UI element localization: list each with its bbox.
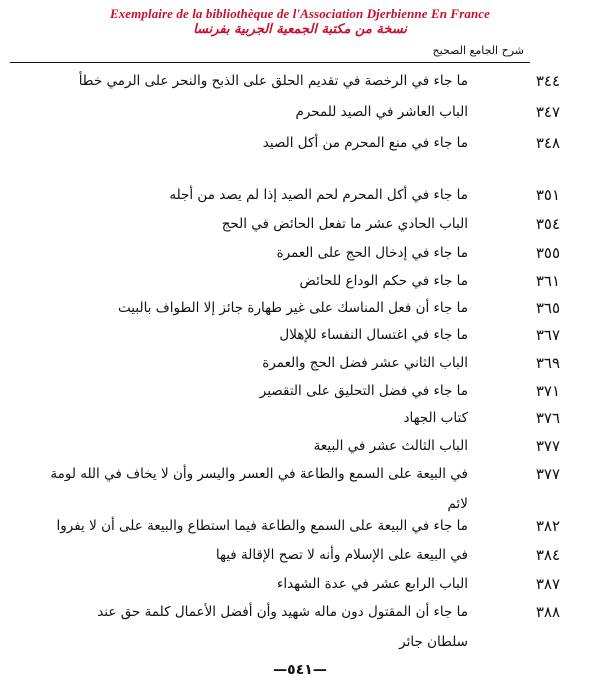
toc-page-number: ٣٧٧ <box>535 465 560 483</box>
toc-entry-title: ما جاء أن المقتول دون ماله شهيد وأن أفضل الأعمال كلمة حق عند <box>97 604 468 620</box>
toc-entry <box>0 186 560 206</box>
toc-entry <box>0 103 560 123</box>
toc-entry <box>0 546 560 566</box>
page-number: —٥٤١— <box>273 662 327 678</box>
toc-page-number: ٣٥٤ <box>535 215 560 233</box>
toc-entry <box>0 437 560 457</box>
toc-page-number: ٣٦٥ <box>535 299 560 317</box>
toc-entry <box>0 603 560 655</box>
library-stamp-french: Exemplaire de la bibliothèque de l'Association Djerbienne En France <box>109 6 491 21</box>
toc-entry-continuation: سلطان جائر <box>399 634 468 650</box>
toc-entry <box>0 354 560 374</box>
toc-page-number: ٣٨٨ <box>535 603 560 621</box>
header-title: شرح الجامع الصحيح <box>432 44 524 57</box>
toc-entry-title: الباب الحادي عشر ما تفعل الحائض في الحج <box>221 216 468 232</box>
toc-page-number: ٣٧٧ <box>535 437 560 455</box>
toc-page-number: ٣٥٥ <box>535 244 560 262</box>
toc-entry <box>0 272 560 292</box>
toc-entry-title: ما جاء في إدخال الحج على العمرة <box>276 245 468 261</box>
toc-entry-title: الباب الثالث عشر في البيعة <box>313 438 468 454</box>
toc-entry <box>0 244 560 264</box>
toc-page-number: ٣٤٧ <box>535 103 560 121</box>
toc-page-number: ٣٦٧ <box>535 326 560 344</box>
toc-entry <box>0 326 560 346</box>
toc-entry-title: ما جاء في البيعة على السمع والطاعة فيما استطاع والبيعة على أن لا يفروا <box>56 518 468 534</box>
toc-page-number: ٣٤٨ <box>535 134 560 152</box>
toc-page-number: ٣٤٤ <box>535 72 560 90</box>
toc-entry <box>0 465 560 517</box>
toc-entry-title: ما جاء في فضل التحليق على التقصير <box>259 383 468 399</box>
running-header <box>10 44 530 63</box>
toc-entry <box>0 299 560 319</box>
toc-entry <box>0 215 560 235</box>
toc-page-number: ٣٨٤ <box>535 546 560 564</box>
toc-entry-title: ما جاء أن فعل المناسك على غير طهارة جائز إلا الطواف بالبيت <box>118 300 468 316</box>
toc-page-number: ٣٧٦ <box>535 409 560 427</box>
toc-page-number: ٣٨٧ <box>535 575 560 593</box>
toc-entry-continuation: لائم <box>447 496 468 512</box>
toc-page-number: ٣٧١ <box>535 382 560 400</box>
toc-entry-title: في البيعة على الإسلام وأنه لا تصح الإقالة فيها <box>215 547 468 563</box>
toc-entry <box>0 575 560 595</box>
toc-page-number: ٣٥١ <box>535 186 560 204</box>
toc-entry-title: ما جاء في أكل المحرم لحم الصيد إذا لم يصد من أجله <box>169 187 468 203</box>
toc-entry <box>0 409 560 429</box>
toc-entry-title: ما جاء في حكم الوداع للحائض <box>299 273 468 289</box>
toc-page-number: ٣٦٩ <box>535 354 560 372</box>
toc-entry-title: الباب العاشر في الصيد للمحرم <box>295 104 468 120</box>
toc-entry <box>0 517 560 537</box>
toc-page-number: ٣٨٢ <box>535 517 560 535</box>
toc-entry-title: الباب الرابع عشر في عدة الشهداء <box>276 576 468 592</box>
toc-entry-title: ما جاء في الرخصة في تقديم الحلق على الذبح والنحر على الرمي خطأ <box>78 73 468 89</box>
toc-entry <box>0 134 560 154</box>
toc-entry-title: في البيعة على السمع والطاعة في العسر واليسر وأن لا يخاف في الله لومة <box>50 466 468 482</box>
toc-entry-title: ما جاء في منع المحرم من أكل الصيد <box>262 135 468 151</box>
toc-entry-title: ما جاء في اغتسال النفساء للإهلال <box>279 327 468 343</box>
toc-entry-title: كتاب الجهاد <box>403 410 468 426</box>
toc-entry <box>0 382 560 402</box>
toc-page-number: ٣٦١ <box>535 272 560 290</box>
toc-entry <box>0 72 560 92</box>
library-stamp-arabic: نسخة من مكتبة الجمعية الجربية بفرنسا <box>193 22 407 37</box>
toc-entry-title: الباب الثاني عشر فضل الحج والعمرة <box>262 355 468 371</box>
